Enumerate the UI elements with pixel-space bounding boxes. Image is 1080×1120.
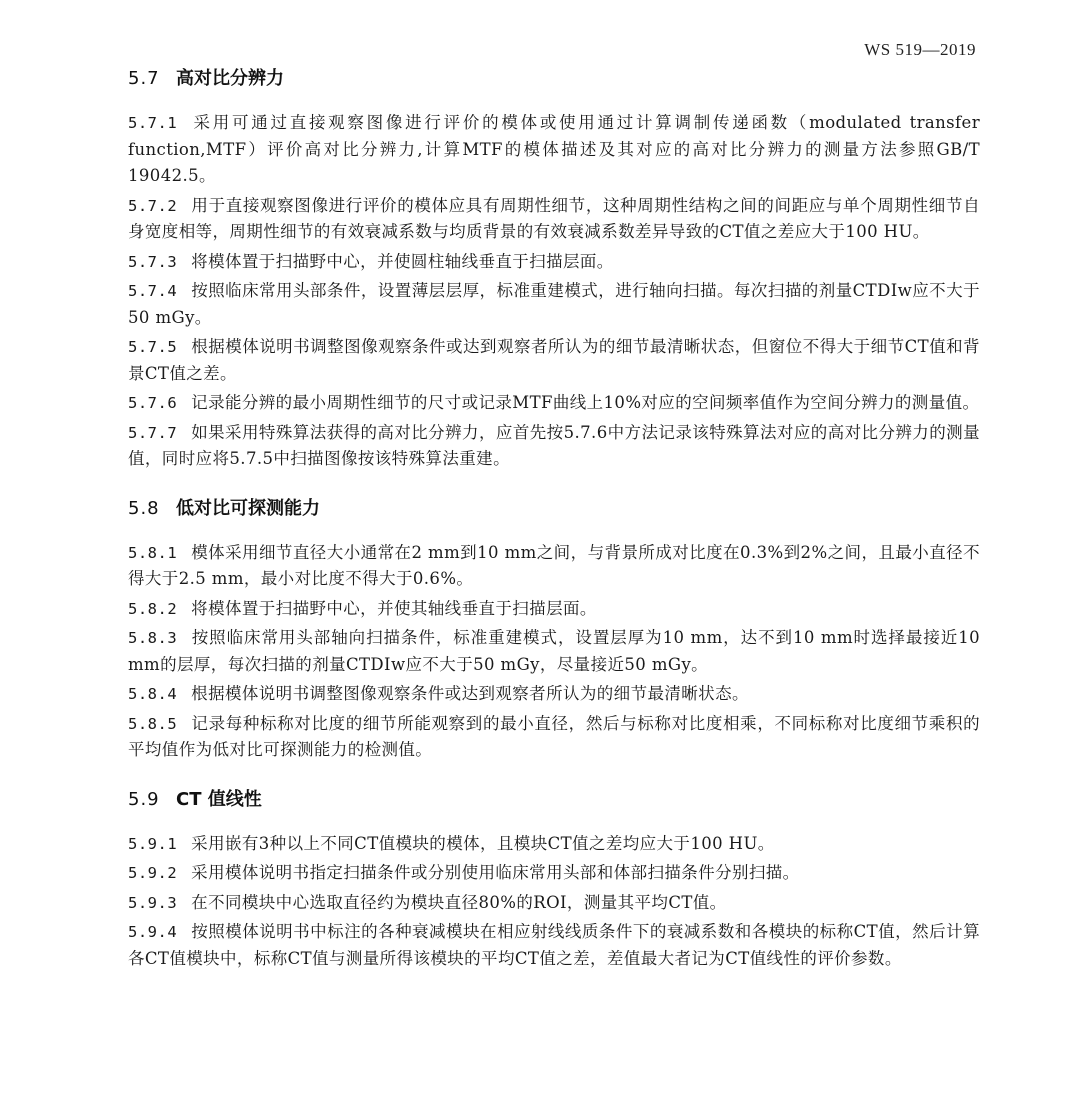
clause-text: 记录每种标称对比度的细节所能观察到的最小直径，然后与标称对比度相乘，不同标称对比度细节乘积的平均值作为低对比可探测能力的检测值。 bbox=[128, 713, 980, 759]
document-body bbox=[128, 60, 980, 975]
section-number: 5.7 bbox=[128, 68, 160, 89]
clause-number: 5.7.5 bbox=[128, 338, 178, 356]
section-heading bbox=[128, 64, 980, 94]
section-number: 5.8 bbox=[128, 497, 160, 519]
clause-text: 采用嵌有3种以上不同CT值模块的模体，且模块CT值之差均应大于100 HU。 bbox=[191, 833, 775, 853]
clause bbox=[128, 334, 980, 387]
clause-number: 5.7.6 bbox=[128, 394, 178, 412]
clause-text: 用于直接观察图像进行评价的模体应具有周期性细节，这种周期性结构之间的间距应与单个周期性细节自身宽度相等，周期性细节的有效衰减系数与均质背景的有效衰减系数差异导致的CT值之差应大于100 HU。 bbox=[128, 195, 980, 241]
clause-text: 采用模体说明书指定扫描条件或分别使用临床常用头部和体部扫描条件分别扫描。 bbox=[191, 863, 800, 882]
clause-text: 按照模体说明书中标注的各种衰减模块在相应射线线质条件下的衰减系数和各模块的标称CT值，然后计算各CT值模块中，标称CT值与测量所得该模块的平均CT值之差，差值最大者记为CT值线性的评价参数。 bbox=[128, 922, 980, 968]
clause-number: 5.7.3 bbox=[128, 252, 178, 271]
clause-number: 5.7.2 bbox=[128, 196, 178, 215]
section-number: 5.9 bbox=[128, 788, 160, 810]
clause bbox=[128, 711, 980, 764]
clause-text: 按照临床常用头部条件，设置薄层层厚，标准重建模式，进行轴向扫描。每次扫描的剂量CTDIw应不大于50 mGy。 bbox=[128, 281, 980, 327]
section-heading bbox=[128, 785, 980, 815]
section-title: CT 值线性 bbox=[176, 788, 262, 810]
clause-number: 5.8.5 bbox=[128, 714, 178, 733]
section-5-9 bbox=[128, 785, 980, 973]
clause bbox=[128, 890, 980, 917]
clause bbox=[128, 540, 980, 593]
clause-number: 5.8.3 bbox=[128, 629, 178, 647]
clause bbox=[128, 249, 980, 276]
clause-text: 如果采用特殊算法获得的高对比分辨力，应首先按5.7.6中方法记录该特殊算法对应的高对比分辨力的测量值，同时应将5.7.5中扫描图像按该特殊算法重建。 bbox=[128, 422, 980, 468]
clause-number: 5.7.4 bbox=[128, 282, 178, 300]
clause-number: 5.9.4 bbox=[128, 923, 178, 941]
clause-number: 5.9.3 bbox=[128, 893, 178, 912]
clause-text: 将模体置于扫描野中心，并使其轴线垂直于扫描层面。 bbox=[191, 598, 597, 618]
clause-text: 根据模体说明书调整图像观察条件或达到观察者所认为的细节最清晰状态。 bbox=[191, 684, 749, 703]
clause-text: 采用可通过直接观察图像进行评价的模体或使用通过计算调制传递函数（modulated transfer function,MTF）评价高对比分辨力,计算MTF的模体描述及其对应的高对比分辨力的测量方法参照GB/T 19042.5。 bbox=[128, 113, 980, 185]
section-title: 高对比分辨力 bbox=[176, 68, 284, 89]
clause-text: 根据模体说明书调整图像观察条件或达到观察者所认为的细节最清晰状态，但窗位不得大于细节CT值和背景CT值之差。 bbox=[128, 337, 980, 383]
clause-text: 按照临床常用头部轴向扫描条件，标准重建模式，设置层厚为10 mm，达不到10 mm时选择最接近10 mm的层厚，每次扫描的剂量CTDIw应不大于50 mGy，尽量接近50 mGy。 bbox=[128, 628, 980, 674]
clause bbox=[128, 625, 980, 678]
clause-number: 5.9.2 bbox=[128, 864, 178, 882]
clause-number: 5.9.1 bbox=[128, 834, 178, 853]
clause-number: 5.7.1 bbox=[128, 114, 178, 132]
clause-text: 记录能分辨的最小周期性细节的尺寸或记录MTF曲线上10%对应的空间频率值作为空间分辨力的测量值。 bbox=[191, 393, 980, 412]
clause bbox=[128, 919, 980, 972]
clause bbox=[128, 278, 980, 331]
section-heading bbox=[128, 494, 980, 524]
clause-text: 模体采用细节直径大小通常在2 mm到10 mm之间，与背景所成对比度在0.3%到2%之间，且最小直径不得大于2.5 mm，最小对比度不得大于0.6%。 bbox=[128, 542, 980, 588]
clause bbox=[128, 193, 980, 246]
clause-number: 5.8.2 bbox=[128, 599, 178, 618]
clause bbox=[128, 420, 980, 473]
clause-number: 5.8.4 bbox=[128, 685, 178, 703]
clause-number: 5.7.7 bbox=[128, 423, 178, 442]
section-5-8 bbox=[128, 494, 980, 764]
standard-number: WS 519—2019 bbox=[864, 40, 976, 59]
clause bbox=[128, 110, 980, 190]
section-5-7 bbox=[128, 64, 980, 473]
clause-text: 将模体置于扫描野中心，并使圆柱轴线垂直于扫描层面。 bbox=[191, 251, 614, 271]
section-title: 低对比可探测能力 bbox=[176, 497, 320, 519]
clause bbox=[128, 860, 980, 887]
clause bbox=[128, 831, 980, 858]
clause bbox=[128, 681, 980, 708]
clause-number: 5.8.1 bbox=[128, 543, 178, 562]
clause bbox=[128, 390, 980, 417]
clause-text: 在不同模块中心选取直径约为模块直径80%的ROI，测量其平均CT值。 bbox=[191, 892, 727, 912]
clause bbox=[128, 596, 980, 623]
